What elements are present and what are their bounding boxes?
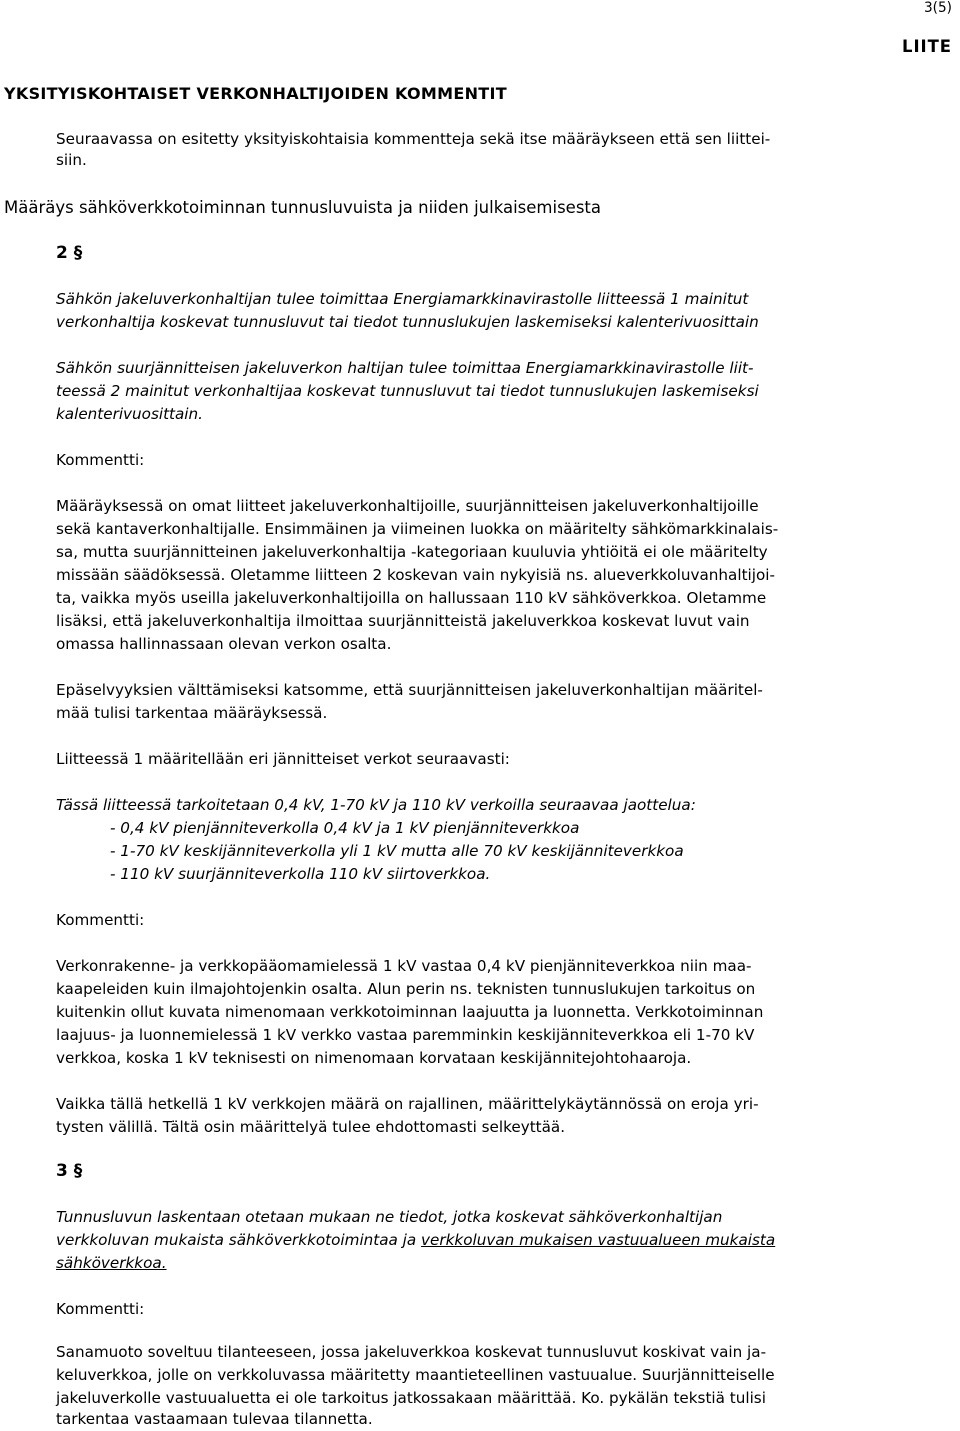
section-2-label: 2 § [56, 243, 83, 263]
comment-4-line-2: kaapeleiden kuin ilmajohtojenkin osalta. Alun perin ns. teknisten tunnuslukujen tarkoitus on [56, 980, 756, 998]
comment-1-line-3: sa, mutta suurjännitteinen jakeluverkonhaltija -kategoriaan kuuluvia yhtiöitä ei ole määritelty [56, 543, 768, 561]
comment-1-line-6: lisäksi, että jakeluverkonhaltija ilmoittaa suurjännitteistä jakeluverkkoa koskevat luvut vain [56, 612, 750, 630]
section-3-text-3: sähköverkkoa. [56, 1254, 167, 1272]
section-3-text-2-underlined: verkkoluvan mukaisen vastuualueen mukaista [421, 1231, 776, 1249]
comment-6-line-4: tarkentaa vastaamaan tulevaa tilannetta. [56, 1410, 373, 1428]
comment-2-line-2: mää tulisi tarkentaa määräyksessä. [56, 704, 328, 722]
comment-1-line-5: ta, vaikka myös useilla jakeluverkonhaltijoilla on hallussaan 110 kV sähköverkkoa. Oletamme [56, 589, 767, 607]
comment-4-line-3: kuitenkin ollut kuvata nimenomaan verkkotoiminnan laajuutta ja luonnetta. Verkkotoiminnan [56, 1003, 764, 1021]
comment-5-line-1: Vaikka tällä hetkellä 1 kV verkkojen määrä on rajallinen, määrittelykäytännössä on eroja yri- [56, 1095, 759, 1113]
section-3-text-1: Tunnusluvun laskentaan otetaan mukaan ne tiedot, jotka koskevat sähköverkonhaltijan [56, 1208, 723, 1226]
comment-5-line-2: tysten välillä. Tältä osin määrittelyä tulee ehdottomasti selkeyttää. [56, 1118, 566, 1136]
quote-item-2: - 1-70 kV keskijänniteverkolla yli 1 kV mutta alle 70 kV keskijänniteverkkoa [110, 842, 684, 860]
section-2-text-b-1: Sähkön suurjännitteisen jakeluverkon haltijan tulee toimittaa Energiamarkkinavirastolle liit- [56, 359, 754, 377]
comment-label-2: Kommentti: [56, 911, 145, 929]
comment-1-line-7: omassa hallinnassaan olevan verkon osalta. [56, 635, 392, 653]
intro-line-1: Seuraavassa on esitetty yksityiskohtaisia kommentteja sekä itse määräykseen että sen liittei- [56, 130, 771, 148]
section-2-text-b-3: kalenterivuosittain. [56, 405, 203, 423]
comment-4-line-5: verkkoa, koska 1 kV teknisesti on nimenomaan korvataan keskijännitejohtohaaroja. [56, 1049, 692, 1067]
comment-1-line-2: sekä kantaverkonhaltijalle. Ensimmäinen ja viimeinen luokka on määritelty sähkömarkkinalais- [56, 520, 779, 538]
page-title: YKSITYISKOHTAISET VERKONHALTIJOIDEN KOMMENTIT [4, 84, 507, 103]
comment-1-line-1: Määräyksessä on omat liitteet jakeluverkonhaltijoille, suurjännitteisen jakeluverkonhaltijoille [56, 497, 759, 515]
comment-6-line-3: jakeluverkolle vastuualuetta ei ole tarkoitus jatkossakaan määrittää. Ko. pykälän tekstiä tulisi [56, 1389, 766, 1407]
section-3-label: 3 § [56, 1161, 83, 1181]
comment-label-3: Kommentti: [56, 1300, 145, 1318]
comment-label-1: Kommentti: [56, 451, 145, 469]
comment-6-line-1: Sanamuoto soveltuu tilanteeseen, jossa jakeluverkkoa koskevat tunnusluvut koskivat vain ja- [56, 1343, 767, 1361]
section-2-text-a-1: Sähkön jakeluverkonhaltijan tulee toimittaa Energiamarkkinavirastolle liitteessä 1 mainitut [56, 290, 749, 308]
section-3-text-2 [56, 1229, 775, 1252]
intro-line-2: siin. [56, 151, 87, 169]
section-2-text-b-2: teessä 2 mainitut verkonhaltijaa koskevat tunnusluvut tai tiedot tunnuslukujen laskemiseksi [56, 382, 759, 400]
comment-4-line-4: laajuus- ja luonnemielessä 1 kV verkko vastaa paremminkin keskijänniteverkkoa eli 1-70 kV [56, 1026, 755, 1044]
section-3-text-2-plain: verkkoluvan mukaista sähköverkkotoimintaa ja [56, 1231, 422, 1249]
section-2-text-a-2: verkonhaltija koskevat tunnusluvut tai tiedot tunnuslukujen laskemiseksi kalenterivuosittain [56, 313, 759, 331]
document-label: LIITE [902, 37, 953, 57]
comment-3-line-1: Liitteessä 1 määritellään eri jännitteiset verkot seuraavasti: [56, 750, 510, 768]
comment-6-line-2: keluverkkoa, jolle on verkkoluvassa määritetty maantieteellinen vastuualue. Suurjännitteiselle [56, 1366, 775, 1384]
quote-intro: Tässä liitteessä tarkoitetaan 0,4 kV, 1-70 kV ja 110 kV verkoilla seuraavaa jaottelua: [56, 796, 696, 814]
comment-2-line-1: Epäselvyyksien välttämiseksi katsomme, että suurjännitteisen jakeluverkonhaltijan määritel- [56, 681, 763, 699]
page-number: 3(5) [924, 0, 952, 16]
regulation-title: Määräys sähköverkkotoiminnan tunnusluvuista ja niiden julkaisemisesta [4, 198, 602, 217]
quote-item-1: - 0,4 kV pienjänniteverkolla 0,4 kV ja 1 kV pienjänniteverkkoa [110, 819, 580, 837]
quote-item-3: - 110 kV suurjänniteverkolla 110 kV siirtoverkkoa. [110, 865, 491, 883]
comment-1-line-4: missään säädöksessä. Oletamme liitteen 2 koskevan vain nykyisiä ns. alueverkkoluvanhaltijoi- [56, 566, 775, 584]
comment-4-line-1: Verkonrakenne- ja verkkopääomamielessä 1 kV vastaa 0,4 kV pienjänniteverkkoa niin maa- [56, 957, 752, 975]
